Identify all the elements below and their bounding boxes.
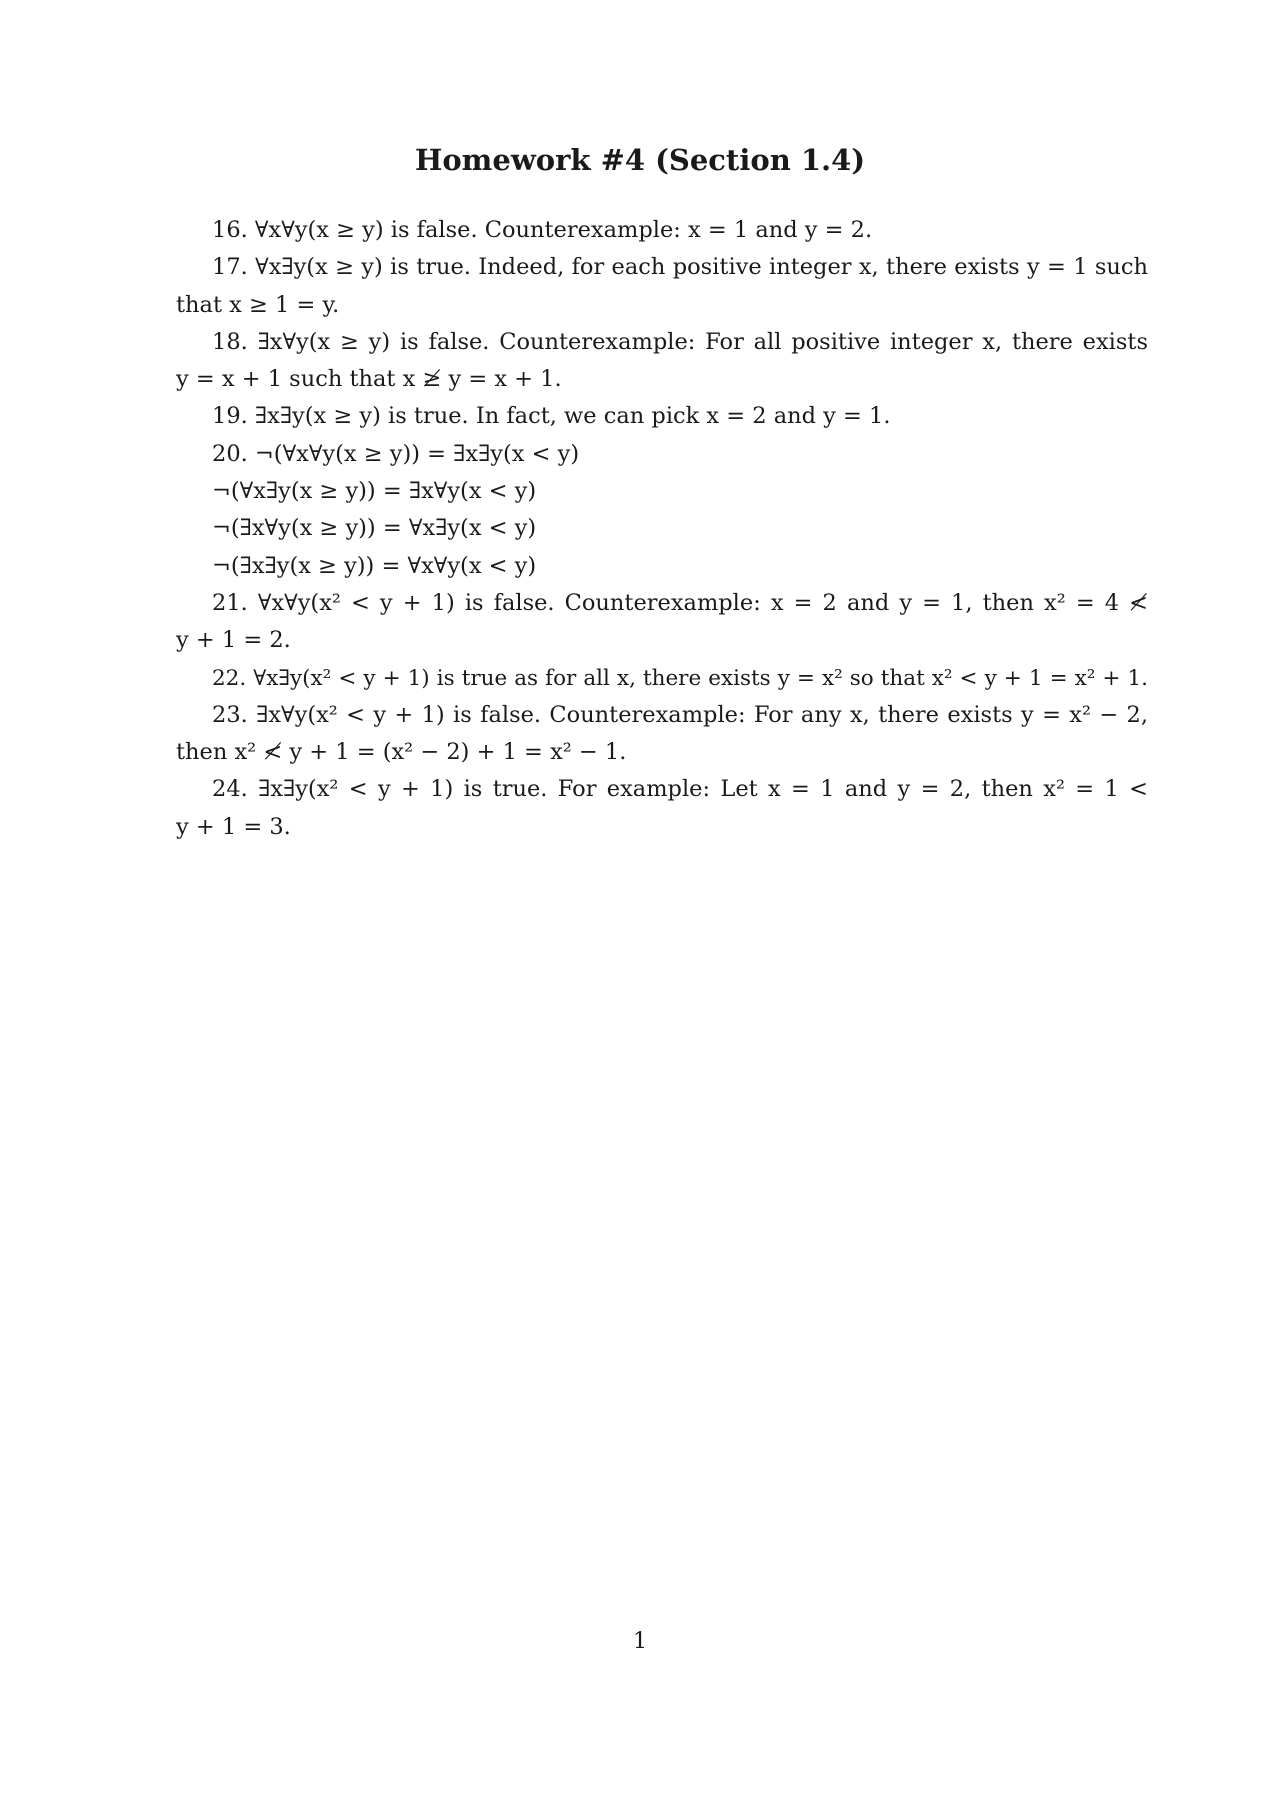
answer-22: 22. ∀x∃y(x² < y + 1) is true as for all x, there exists y = x² so that x² < y + 1 = x² + 1. — [212, 665, 1148, 691]
answer-23-continued: then x² ≮ y + 1 = (x² − 2) + 1 = x² − 1. — [176, 739, 627, 766]
answer-20-line-2: ¬(∀x∃y(x ≥ y)) = ∃x∀y(x < y) — [212, 478, 537, 505]
page-title: Homework #4 (Section 1.4) — [414, 143, 866, 177]
answer-20-line-3: ¬(∃x∀y(x ≥ y)) = ∀x∃y(x < y) — [212, 515, 537, 542]
answer-21: 21. ∀x∀y(x² < y + 1) is false. Counterexample: x = 2 and y = 1, then x² = 4 ≮ — [212, 589, 1148, 616]
answer-18-continued: y = x + 1 such that x ≱ y = x + 1. — [176, 366, 562, 393]
answer-24: 24. ∃x∃y(x² < y + 1) is true. For example: Let x = 1 and y = 2, then x² = 1 < — [212, 776, 1148, 803]
answer-16: 16. ∀x∀y(x ≥ y) is false. Counterexample: x = 1 and y = 2. — [212, 217, 873, 243]
answer-24-continued: y + 1 = 3. — [176, 813, 291, 840]
answer-19: 19. ∃x∃y(x ≥ y) is true. In fact, we can pick x = 2 and y = 1. — [212, 403, 891, 430]
answer-21-continued: y + 1 = 2. — [176, 627, 291, 654]
answer-20-line-4: ¬(∃x∃y(x ≥ y)) = ∀x∀y(x < y) — [212, 552, 537, 579]
answer-20: 20. ¬(∀x∀y(x ≥ y)) = ∃x∃y(x < y) — [212, 440, 580, 467]
answer-18: 18. ∃x∀y(x ≥ y) is false. Counterexample: For all positive integer x, there exists — [212, 328, 1148, 355]
answer-17-continued: that x ≥ 1 = y. — [176, 291, 340, 318]
answer-17: 17. ∀x∃y(x ≥ y) is true. Indeed, for each positive integer x, there exists y = 1 such — [212, 254, 1148, 281]
answer-23: 23. ∃x∀y(x² < y + 1) is false. Counterexample: For any x, there exists y = x² − 2, — [212, 701, 1148, 728]
page-number: 1 — [632, 1628, 648, 1654]
homework-body — [176, 212, 1148, 846]
